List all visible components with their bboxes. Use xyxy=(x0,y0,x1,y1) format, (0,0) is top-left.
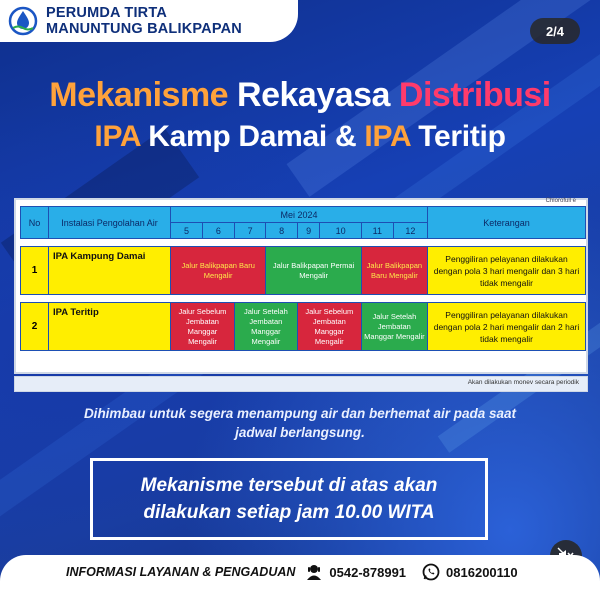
day-header: 8 xyxy=(266,223,297,239)
brand-line-1: PERUMDA TIRTA xyxy=(46,5,168,21)
table-row xyxy=(21,247,586,295)
day-header: 5 xyxy=(171,223,203,239)
schedule-segment: Jalur Balikpapan Permai Mengalir xyxy=(266,247,361,295)
day-header: 12 xyxy=(393,223,427,239)
schedule-segment: Jalur Setelah Jembatan Manggar Mengalir xyxy=(361,303,427,351)
spacer-row xyxy=(21,295,586,303)
appeal-line: jadwal berlangsung. xyxy=(235,425,365,440)
title-word: Mekanisme xyxy=(49,76,229,114)
day-header: 11 xyxy=(361,223,393,239)
day-header: 10 xyxy=(320,223,361,239)
row-instalasi: IPA Kampung Damai xyxy=(49,247,171,295)
day-header: 7 xyxy=(234,223,265,239)
appeal-text xyxy=(30,404,570,442)
title-line-1 xyxy=(0,76,600,115)
phone-icon xyxy=(305,563,323,581)
table-row xyxy=(21,303,586,351)
footer-bar xyxy=(0,555,600,589)
table-footer-strip xyxy=(14,376,588,392)
col-header-instalasi: Instalasi Pengolahan Air xyxy=(49,207,171,239)
schedule-segment: Jalur Balikpapan Baru Mengalir xyxy=(171,247,266,295)
water-drop-logo xyxy=(8,6,38,36)
notice-line: Mekanisme tersebut di atas akan xyxy=(140,475,438,496)
title-word: IPA xyxy=(94,120,141,153)
title-word: Kamp Damai & xyxy=(148,120,357,153)
schedule-segment: Jalur Sebelum Jembatan Manggar Mengalir xyxy=(171,303,235,351)
day-header: 6 xyxy=(202,223,234,239)
notice-box xyxy=(90,458,488,540)
row-number: 2 xyxy=(21,303,49,351)
footer-label: INFORMASI LAYANAN & PENGADUAN xyxy=(66,565,296,579)
schedule-segment: Jalur Sebelum Jembatan Manggar Mengalir xyxy=(297,303,361,351)
schedule-table xyxy=(20,206,586,351)
day-header: 9 xyxy=(297,223,320,239)
page-indicator: 2/4 xyxy=(530,18,580,44)
brand-name xyxy=(46,5,242,37)
brand-line-2: MANUNTUNG BALIKPAPAN xyxy=(46,21,242,37)
table-small-note: Chlorofull e xyxy=(545,198,576,204)
phone-number[interactable]: 0542-878991 xyxy=(329,564,407,580)
row-instalasi: IPA Teritip xyxy=(49,303,171,351)
appeal-line: Dihimbau untuk segera menampung air dan berhemat air pada saat xyxy=(83,406,517,421)
whatsapp-icon xyxy=(422,563,440,581)
title-word: Rekayasa xyxy=(237,76,390,114)
title-word: Distribusi xyxy=(398,76,551,114)
brand-header xyxy=(0,0,298,42)
notice-line: dilakukan setiap jam 10.00 WITA xyxy=(143,502,435,523)
schedule-segment: Jalur Setelah Jembatan Manggar Mengalir xyxy=(234,303,297,351)
title-word: IPA xyxy=(364,120,411,153)
schedule-card xyxy=(14,198,588,374)
col-header-month: Mei 2024 xyxy=(171,207,428,223)
title-word: Teritip xyxy=(418,120,506,153)
spacer-row xyxy=(21,239,586,247)
row-keterangan: Penggiliran pelayanan dilakukan dengan pola 2 hari mengalir dan 2 hari tidak mengalir xyxy=(428,303,586,351)
col-header-keterangan: Keterangan xyxy=(428,207,586,239)
title-line-2 xyxy=(0,120,600,154)
whatsapp-number[interactable]: 0816200110 xyxy=(446,564,518,580)
row-number: 1 xyxy=(21,247,49,295)
row-keterangan: Penggiliran pelayanan dilakukan dengan pola 3 hari mengalir dan 3 hari tidak mengalir xyxy=(428,247,586,295)
schedule-segment: Jalur Balikpapan Baru Mengalir xyxy=(361,247,427,295)
col-header-no: No xyxy=(21,207,49,239)
table-footnote: Akan dilakukan monev secara periodik xyxy=(467,379,579,386)
